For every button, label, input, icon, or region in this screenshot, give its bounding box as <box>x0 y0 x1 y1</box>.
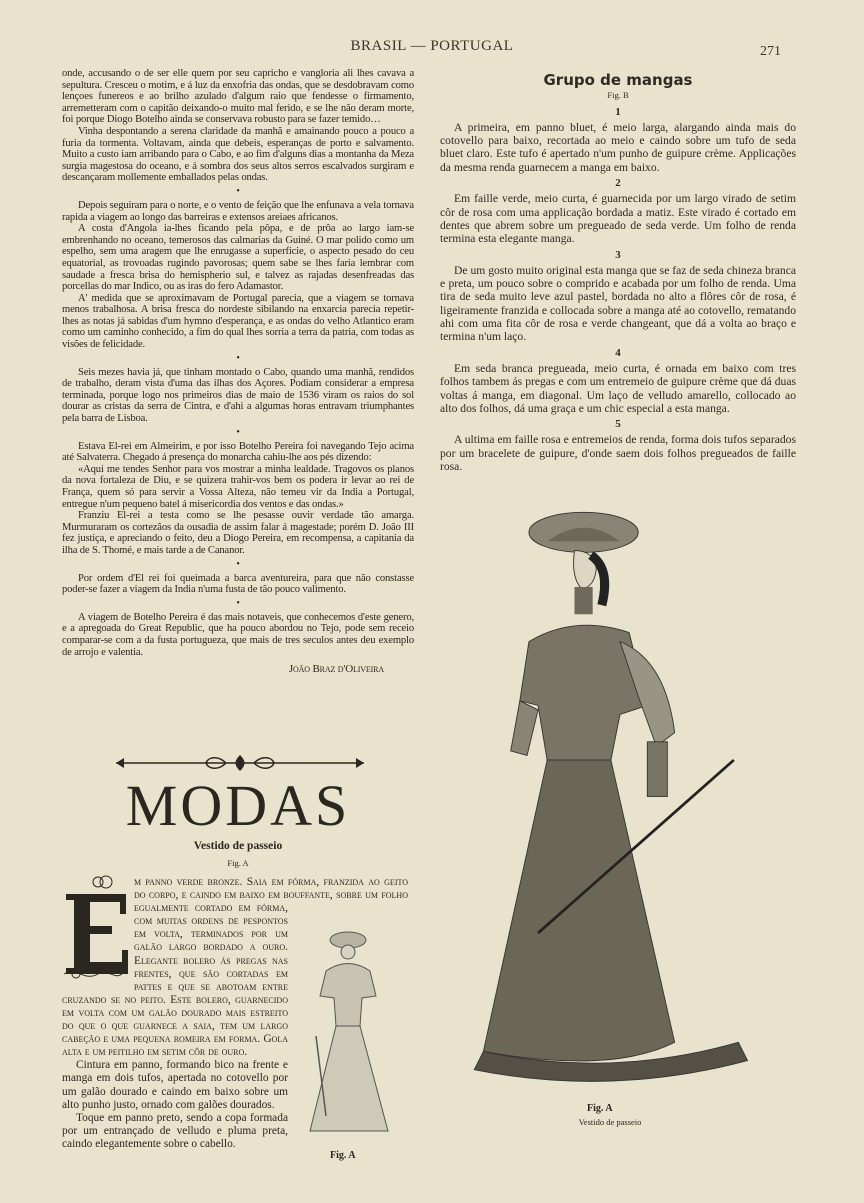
separator: • <box>236 597 240 609</box>
item-text: De um gosto muito original esta manga que se faz de seda chineza branca e preta, um pouco sobre o comprido e acabada por um folho de renda. Uma tira de seda muito leve azul pastel, bordada no alto a flôres côr de rosa, é ligeiramente franzida e collocada sobre a manga até ao cotovello, rematando ahi com uma fita côr de rosa e verde changeant, que dá a volta ao braço e termina n'um laço. <box>440 263 796 344</box>
item-number: 3 <box>615 248 621 261</box>
item-text: A primeira, em panno bluet, é meio larga, alargando ainda mais do cotovello para baixo, recortada ao meio e caindo sobre um tufo de seda bluet claro. Este tufo é apertado n'um punho de guipure crème. Applicações da mesma renda guarnecem a manga em baixo. <box>440 120 796 174</box>
item-number: 2 <box>615 177 621 190</box>
separator: • <box>236 426 240 438</box>
item-text: Em seda branca pregueada, meio curta, é ornada em baixo com tres folhos tambem ás pregas e com um entremeio de guipure crème que dá duas voltas á manga, em diagonal. Um laço de velludo amarello, collocado ao alto dos folhos, dá uma graça e um chic especial a esta manga. <box>440 361 796 415</box>
item-text: A ultima em faille rosa e entremeios de renda, forma dois tufos separados por um bracelete de guipure, d'onde saem dois folhos pregueados de faille rosa. <box>440 433 796 474</box>
article-continuation <box>62 68 414 676</box>
fig-label: Fig. B <box>607 90 629 101</box>
paragraph: A costa d'Angola ia-lhes ficando pela pôpa, e de prôa ao largo iam-se embrenhando no oceano, temerosos das calmarias da Guiné. O mar polido como um espelho, sem uma aragem que lhe enrugasse a superficie, o aspecto pesado do ceu equatorial, as trovoadas rugindo pavorosas; quem sabe se lhes faria lembrar com saudade a fresca brisa do hemispherio sul, e talvez as rajadas desenfreadas das porcellas do mar Indico, ou as iras do fero Adamastor. <box>62 223 414 293</box>
small-fig-caption: Fig. A <box>330 1150 356 1161</box>
paragraph-text: m panno verde bronze. Saia em fórma, franzida ao geito do corpo, e caindo em baixo em bouffante, sobre um folho egualmente cortado em fórma, com muitas ordens de pespontos em volta, terminados por um galão largo bordado a ouro. Elegante bolero ás pregas nas frentes, que são cortadas em pattes e que se abotoam entre cruzando se no peito. Este bolero, guarnecido em volta com um galão dourado mais estreito do que o que guarnece a saia, tem um largo cabeção e uma pequena romeira em forma. Gola alta e um peitilho em setim côr de ouro. <box>62 876 408 1059</box>
separator: • <box>236 352 240 364</box>
big-fig-caption: Fig. A <box>587 1103 613 1114</box>
item-text: Em faille verde, meio curta, é guarnecida por um largo virado de setim côr de rosa com uma applicação bordada a matiz. Este virado é cortado em dentes que abrem sobre um pregueado de seda verde. Um folho de renda termina esta elegante manga. <box>440 192 796 246</box>
small-dress-illustration-icon <box>296 926 406 1141</box>
floral-drop-cap-icon <box>62 874 130 982</box>
ornament-divider-icon <box>110 752 370 774</box>
separator: • <box>236 185 240 197</box>
paragraph: A' medida que se aproximavam de Portugal parecia, que a viagem se tornava menos trabalhosa. A brisa fresca do nordeste sibilando na enxarcia parecia repetir-lhes as notas já sabidas d'um hymno d'esperança, e as ondas do velho Atlantico eram como um caminho conhecido, a fim do qual lhes sorria a terra da patria, com todas as visões de felicidade. <box>62 292 414 351</box>
paragraph: Cintura em panno, formando bico na frente e manga em dois tufos, apertada no cotovello por um galão dourado e caindo em baixo sobre um alto punho justo, ornado com galões dourados. <box>62 1059 288 1111</box>
walking-dress-illustration-icon <box>470 505 770 1097</box>
section-subtitle: Vestido de passeio <box>193 840 283 852</box>
paragraph: Toque em panno preto, sendo a copa formada por um entrançado de velludo e pluma preta, caindo elegantemente sobre o cabello. <box>62 1111 288 1150</box>
paragraph: Depois seguiram para o norte, e o vento de feição que lhe enfunava a vela tornava rapida a viagem ao longo das barreiras e extensos areiaes africanos. <box>62 199 414 223</box>
big-fig-subcaption: Vestido de passeio <box>578 1117 642 1127</box>
paragraph: Estava El-rei em Almeirim, e por isso Botelho Pereira foi navegando Tejo acima até Salvaterra. Chegado á presença do monarcha cahiu-lhe aos pés dizendo: <box>62 440 414 464</box>
paragraph: A viagem de Botelho Pereira é das mais notaveis, que conhecemos d'este genero, e a apregoada do Great Republic, que ha pouco abordou no Tejo, pode sem receio comparar-se com a da fusta portugueza, que mais de tres seculos antes deu exemplo de arrojo e valentia. <box>62 611 414 658</box>
item-number: 4 <box>615 346 621 359</box>
running-header: BRASIL — PORTUGAL <box>350 38 514 54</box>
fig-label: Fig. A <box>227 858 249 868</box>
mangas-article <box>440 71 796 474</box>
paragraph: Franziu El-rei a testa como se lhe pesasse ouvir verdade tão amarga. Murmuraram os cortezãos da ousadia de assim falar á magestade; porém D. João III fez justiça, e apreciando o feito, deu a Diogo Pereira, em recompensa, a capitania da ilha de S. Thomé, e mais tarde a de Cananor. <box>62 510 414 556</box>
item-number: 1 <box>615 105 621 118</box>
paragraph: «Aqui me tendes Senhor para vos mostrar a minha lealdade. Tragovos os planos da nova fortaleza de Diu, e se quizera trahir-vos bem os podera ir levar ao rei de França, quem só para servir a Vossa Alteza, não temeu vir da India a Portugal, entregue n'um pequeno batel á misericordia dos ventos e das ondas.» <box>62 463 414 510</box>
item-number: 5 <box>615 418 621 431</box>
author-signature: João Braz d'Oliveira <box>288 663 384 676</box>
separator: • <box>236 558 240 570</box>
page-number: 271 <box>760 44 781 59</box>
paragraph: Vinha despontando a serena claridade da manhã e amainando pouco a pouco a furia da tormenta. Voltavam, ainda que debeis, esperanças de porto e salvamento. Muito a custo iam arribando para o Cabo, e ao fim d'alguns dias a montanha da Meza surgia magestosa do oceano, e á sombra dos seus altos serros escalvados surgiram e descançaram mollemente emballados pelas ondas. <box>62 125 414 184</box>
paragraph: Por ordem d'El rei foi queimada a barca aventureira, para que não constasse poder-se fazer a viagem da India n'uma fusta de tão pouco valimento. <box>62 572 414 596</box>
paragraph: onde, accusando o de ser elle quem por seu capricho e vangloria ali lhes cavava a sepultura. Cresceu o motim, e á luz da enxofria das ondas, que se desdobravam como lençoes funereos e ao brilho azulado d'algum raio que fendesse o firmamento, arremetteram com o capitão deixando-o muito mal ferido, e se lhe não deram morte, foi porque Diogo Botelho ainda se conservava robusto para se fazer temido… <box>62 68 414 126</box>
paragraph: Seis mezes havia já, que tinham montado o Cabo, quando uma manhã, rendidos de trabalho, deram vista d'uma das ilhas dos Açores. Podiam considerar a empresa terminada, porque logo nos primeiros dias de maio de 1536 viram os raios do sol dourar as cristas da serra de Cintra, e d'ahi a algumas horas entravam triumphantes pela barra de Lisboa. <box>62 366 414 425</box>
article-title: Grupo de mangas <box>543 71 693 89</box>
drop-cap <box>62 874 130 982</box>
section-title: MODAS <box>125 773 351 838</box>
